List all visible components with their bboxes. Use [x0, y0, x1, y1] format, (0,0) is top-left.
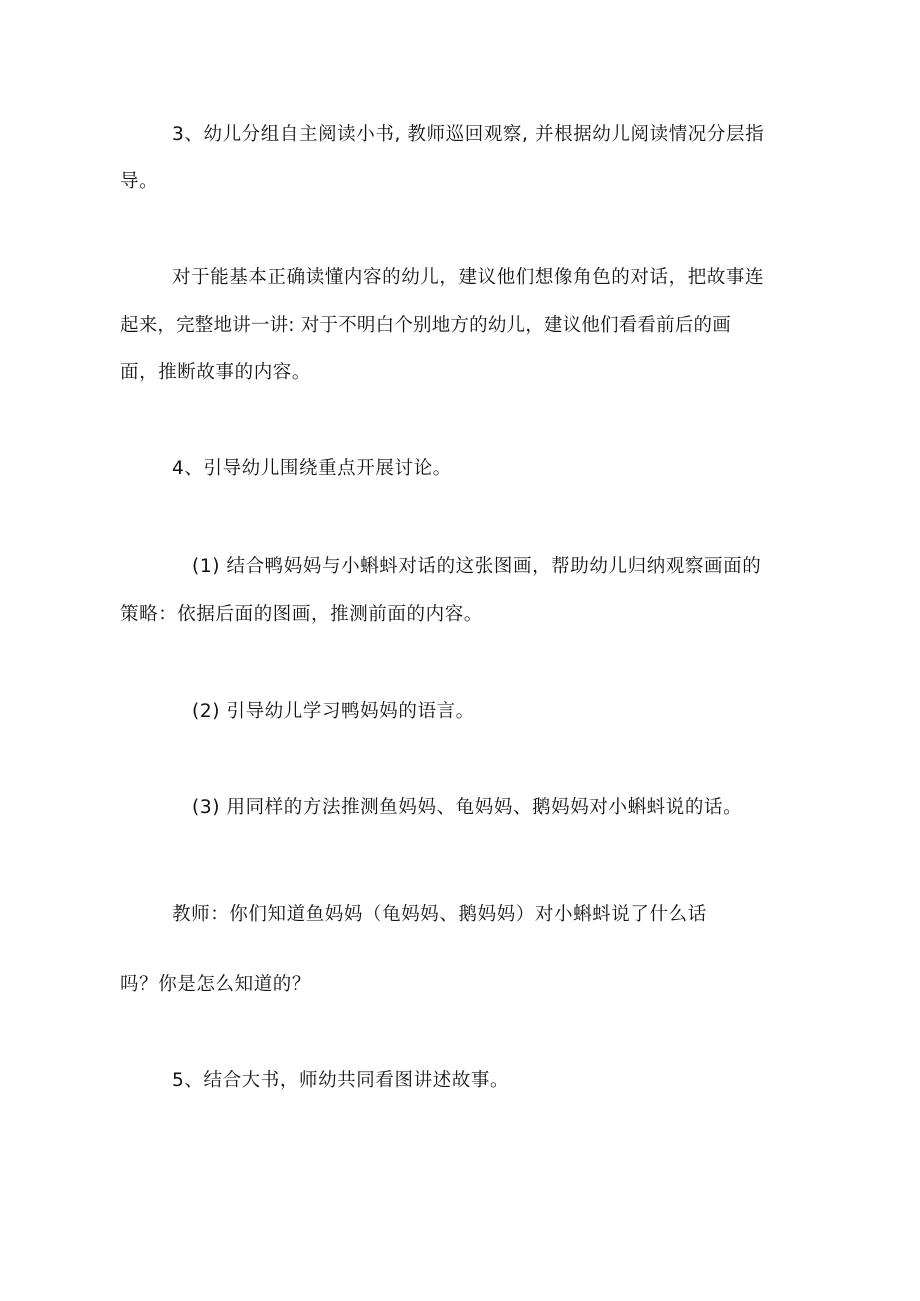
step-5: 5、结合大书，师幼共同看图讲述故事。: [172, 1070, 510, 1091]
guidance-line-3: 面，推断故事的内容。: [120, 362, 312, 383]
guidance-line-1: 对于能基本正确读懂内容的幼儿，建议他们想像角色的对话，把故事连: [172, 267, 765, 288]
step-4: 4、引导幼儿围绕重点开展讨论。: [172, 458, 452, 479]
substep-1-line-2: 策略：依据后面的图画，推测前面的内容。: [120, 604, 483, 625]
substep-2: (2) 引导幼儿学习鸭妈妈的语言。: [192, 701, 475, 722]
step-3-line-1: 3、幼儿分组自主阅读小书, 教师巡回观察, 并根据幼儿阅读情况分层指: [172, 124, 765, 145]
substep-1-line-1: (1) 结合鸭妈妈与小蝌蚪对话的这张图画，帮助幼儿归纳观察画面的: [192, 556, 762, 577]
teacher-question-line-2: 吗？你是怎么知道的？: [120, 974, 312, 995]
teacher-question-line-1: 教师：你们知道鱼妈妈（龟妈妈、鹅妈妈）对小蝌蚪说了什么话: [172, 904, 707, 925]
substep-3: (3) 用同样的方法推测鱼妈妈、龟妈妈、鹅妈妈对小蝌蚪说的话。: [192, 797, 743, 818]
guidance-line-2: 起来，完整地讲一讲: 对于不明白个别地方的幼儿，建议他们看看前后的画: [120, 315, 731, 336]
step-3-line-2: 导。: [120, 171, 159, 192]
